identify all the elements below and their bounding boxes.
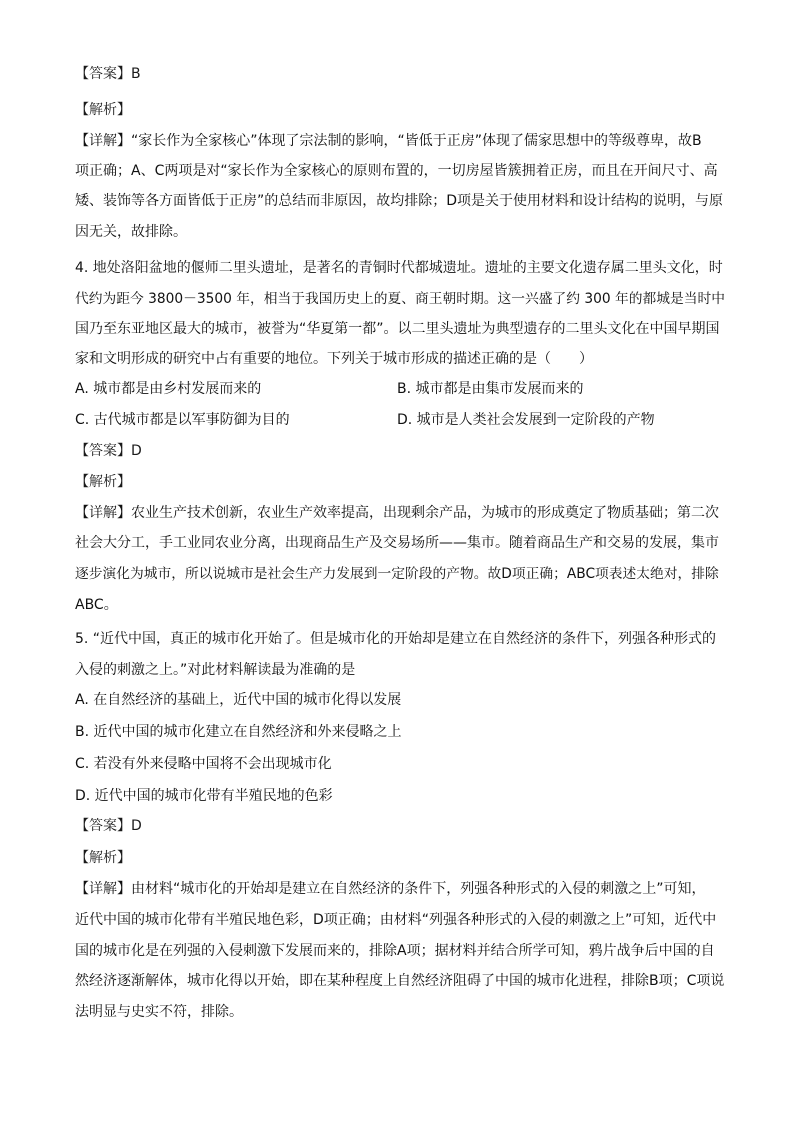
q3-detail-line: 【详解】“家长作为全家核心”体现了宗法制的影响，“皆低于正房”体现了儒家思想中的等级尊卑，故B xyxy=(75,133,702,149)
q5-detail-line: 近代中国的城市化带有半殖民地色彩，D项正确；由材料“列强各种形式的入侵的刺激之上”可知，近代中 xyxy=(75,912,717,928)
q4-option-d: D. 城市是人类社会发展到一定阶段的产物 xyxy=(397,412,655,428)
q5-detail-line: 法明显与史实不符，排除。 xyxy=(75,1004,243,1020)
q4-stem-line: 家和文明形成的研究中占有重要的地位。下列关于城市形成的描述正确的是（ ） xyxy=(75,351,593,367)
q4-stem-line: 国乃至东亚地区最大的城市，被誉为“华夏第一都”。以二里头遗址为典型遗存的二里头文化在中国早期国 xyxy=(75,321,720,337)
q5-option-d: D. 近代中国的城市化带有半殖民地的色彩 xyxy=(75,788,333,804)
q5-option-c: C. 若没有外来侵略中国将不会出现城市化 xyxy=(75,756,332,772)
q3-detail-line: 因无关，故排除。 xyxy=(75,224,187,240)
q4-option-c: C. 古代城市都是以军事防御为目的 xyxy=(75,412,290,428)
q5-detail-line: 然经济逐渐解体，城市化得以开始，即在某种程度上自然经济阻碍了中国的城市化进程，排除B项；C项说 xyxy=(75,973,725,989)
q5-stem-line: 入侵的刺激之上。”对此材料解读最为准确的是 xyxy=(75,662,356,678)
q4-detail-line: 逐步演化为城市，所以说城市是社会生产力发展到一定阶段的产物。故D项正确；ABC项表述太绝对，排除 xyxy=(75,566,719,582)
q5-option-a: A. 在自然经济的基础上，近代中国的城市化得以发展 xyxy=(75,692,402,708)
q3-answer: 【答案】B xyxy=(75,66,141,82)
q4-detail-line: 【详解】农业生产技术创新，农业生产效率提高，出现剩余产品，为城市的形成奠定了物质基础；第二次 xyxy=(75,505,719,521)
q3-analysis-label: 【解析】 xyxy=(75,102,131,118)
q4-option-a: A. 城市都是由乡村发展而来的 xyxy=(75,381,262,397)
q5-analysis-label: 【解析】 xyxy=(75,850,131,866)
q4-detail-line: ABC。 xyxy=(75,597,118,613)
q4-stem-line: 4. 地处洛阳盆地的偃师二里头遗址，是著名的青铜时代都城遗址。遗址的主要文化遗存属二里头文化，时 xyxy=(75,260,723,276)
q4-stem-line: 代约为距今 3800－3500 年，相当于我国历史上的夏、商王朝时期。这一兴盛了约 300 年的都城是当时中 xyxy=(75,291,725,307)
q3-detail-line: 矮、装饰等各方面皆低于正房”的总结而非原因，故均排除；D项是关于使用材料和设计结构的说明，与原 xyxy=(75,193,724,209)
q4-option-b: B. 城市都是由集市发展而来的 xyxy=(397,381,584,397)
q5-detail-line: 【详解】由材料“城市化的开始却是建立在自然经济的条件下，列强各种形式的入侵的刺激之上”可知， xyxy=(75,881,706,897)
q4-analysis-label: 【解析】 xyxy=(75,474,131,490)
q4-answer: 【答案】D xyxy=(75,443,142,459)
q5-answer: 【答案】D xyxy=(75,818,142,834)
q4-detail-line: 社会大分工，手工业同农业分离，出现商品生产及交易场所——集市。随着商品生产和交易的发展，集市 xyxy=(75,535,719,551)
q3-detail-line: 项正确；A、C两项是对“家长作为全家核心的原则布置的，一切房屋皆簇拥着正房，而且在开间尺寸、高 xyxy=(75,163,718,179)
q5-detail-line: 国的城市化是在列强的入侵刺激下发展而来的，排除A项；据材料并结合所学可知，鸦片战争后中国的自 xyxy=(75,943,715,959)
q5-option-b: B. 近代中国的城市化建立在自然经济和外来侵略之上 xyxy=(75,724,402,740)
q5-stem-line: 5. “近代中国，真正的城市化开始了。但是城市化的开始却是建立在自然经济的条件下，列强各种形式的 xyxy=(75,631,717,647)
